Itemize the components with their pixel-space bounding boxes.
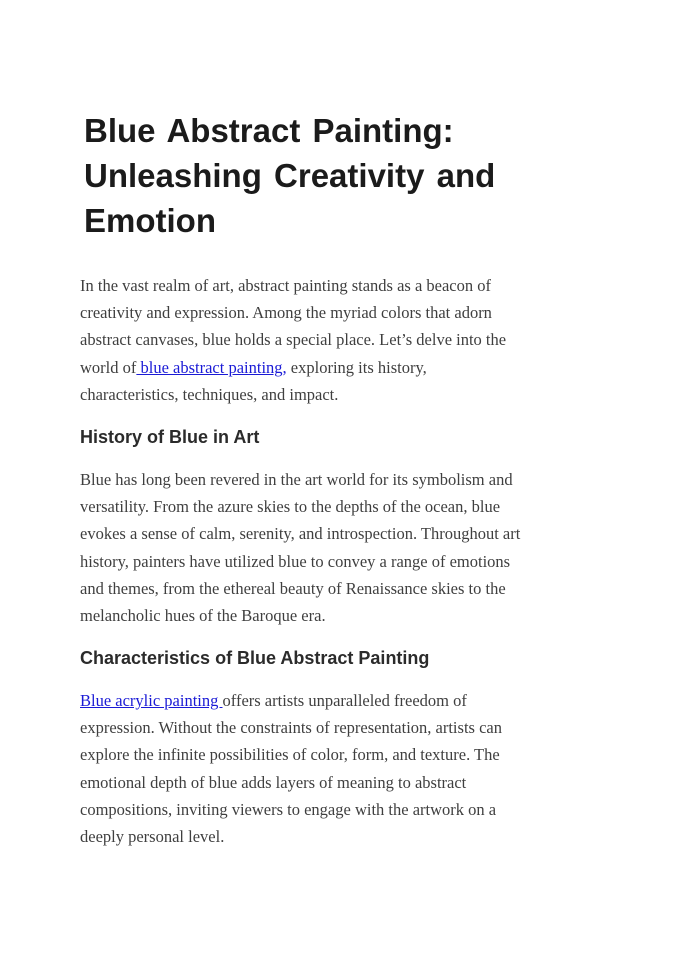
paragraph-text: exploring its history, [286,357,427,377]
paragraph-line [80,687,600,714]
paragraph-line: expression. Without the constraints of representation, artists can [80,718,502,738]
paragraph-text: world of [80,357,137,377]
paragraph-line: abstract canvases, blue holds a special place. Let’s delve into the [80,330,507,350]
paragraph-line: In the vast realm of art, abstract painting stands as a beacon of [80,276,491,295]
history-heading: History of Blue in Art [80,427,260,447]
paragraph-text: offers artists unparalleled freedom of [222,691,467,710]
paragraph-line [80,354,600,381]
history-paragraph [80,466,600,629]
blue-acrylic-painting-link[interactable]: Blue acrylic painting [80,691,223,710]
paragraph-line: deeply personal level. [80,827,225,847]
blue-abstract-painting-link[interactable]: blue abstract painting, [136,357,287,377]
paragraph-line: history, painters have utilized blue to convey a range of emotions [80,551,511,571]
paragraph-line: compositions, inviting viewers to engage with the artwork on a [80,799,497,819]
paragraph-line: emotional depth of blue adds layers of meaning to abstract [80,772,467,792]
paragraph-line: characteristics, techniques, and impact. [80,384,339,404]
paragraph-line: explore the infinite possibilities of color, form, and texture. The [80,745,500,765]
paragraph-line: and themes, from the ethereal beauty of Renaissance skies to the [80,578,506,598]
characteristics-paragraph [80,687,600,850]
article-title-line: Emotion [84,202,216,239]
paragraph-line: evokes a sense of calm, serenity, and introspection. Throughout art [80,524,521,544]
paragraph-line: versatility. From the azure skies to the depths of the ocean, blue [80,497,501,517]
article-title [84,108,564,243]
article-title-line: Blue Abstract Painting: [84,112,454,149]
paragraph-line: Blue has long been revered in the art world for its symbolism and [80,470,513,489]
characteristics-heading: Characteristics of Blue Abstract Painting [80,648,430,668]
paragraph-line: melancholic hues of the Baroque era. [80,606,326,626]
article-title-line: Unleashing Creativity and [84,157,496,194]
paragraph-line: creativity and expression. Among the myriad colors that adorn [80,303,492,323]
intro-paragraph [80,272,600,408]
